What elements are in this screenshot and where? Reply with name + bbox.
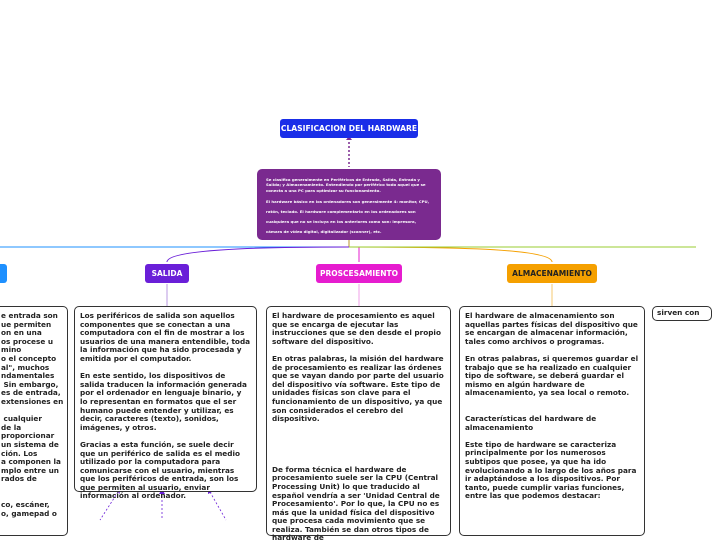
salida-paragraph-2: En este sentido, los dispositivos de salida traducen la información generada por el ordenador en lenguaje binario, y lo representan en formatos que el ser humano puede entender y utilizar, es decir, caracteres (texto), sonidos, imágenes, y otros. [80,371,250,432]
entrada-card-line: extensiones en [1,396,64,406]
description-paragraph-2: El hardware básico en los ordenadores son generalmente 4: monitor, CPU, ratón, teclado. El hardware complementario en los ordenadores son cualquiera que no se incluya en los anteriores como son: impresora, cámara de vídeo digital, digitalizador (scanner), etc. [266,199,430,235]
side-card-text: sirven con [657,308,700,317]
procesamiento-label: PROSCESAMIENTO [319,269,399,278]
entrada-card-line: mplo entre un [1,465,59,475]
almacenamiento-paragraph-1: El hardware de almacenamiento son aquellas partes físicas del dispositivo que se encargan de almacenar información, tales como archivos o programas. [465,311,641,346]
almacenamiento-label: ALMACENAMIENTO [512,269,592,278]
description-paragraph-1: Se clasifica generalmente en Periféricos de Entrada, Salida, Entrada y Salida; y Almacenamiento. Entendiendo por periférico todo aquel que se conecta a una PC para optimizar su funcionamiento. [266,177,426,193]
entrada-card-line: de la [1,422,22,432]
procesamiento-paragraph-1: El hardware de procesamiento es aquel que se encarga de ejecutar las instrucciones que se den desde el propio software del dispositivo. [272,311,444,346]
entrada-card-line: un sistema de [1,439,59,449]
entrada-card-line: o, gamepad o [1,508,57,518]
entrada-card-line: al", muchos [1,362,50,372]
entrada-node[interactable] [0,264,7,283]
almacenamiento-paragraph-3: Características del hardware de almacenamiento [465,413,599,432]
branch-salida [167,247,349,262]
procesamiento-paragraph-2: En otras palabras, la misión del hardware de procesamiento es realizar las órdenes que se vayan dando por parte del usuario del dispositivo vía software. Este tipo de unidades físicas son clave para el funcionamiento de un dispositivo, ya que son considerados el cerebro del dispositivo. [272,353,447,424]
entrada-card-line: o el concepto [1,353,57,363]
entrada-card-line: os procese u [1,336,54,346]
entrada-card-line: ción. Los [1,448,38,458]
salida-node[interactable] [145,264,189,283]
entrada-card-line: ndamentales [1,371,55,381]
description-node[interactable] [257,169,441,240]
side-card[interactable] [652,306,712,321]
almacenamiento-paragraph-2: En otras palabras, si queremos guardar el trabajo que se ha realizado en cualquier tipo de software, se deberá guardar el mismo en algún hardware de almacenamiento, ya sea local o remoto. [465,353,641,398]
salida-card[interactable] [74,306,257,501]
almacenamiento-node[interactable] [507,264,597,283]
entrada-card-line: mino [1,345,22,355]
entrada-card-line: es de entrada, [1,388,61,398]
entrada-card-line [1,484,62,493]
title-label: CLASIFICACION DEL HARDWARE [280,124,418,133]
entrada-card-line: on en una [1,328,42,338]
almacenamiento-card[interactable] [459,306,645,536]
entrada-card[interactable] [0,306,68,536]
entrada-card-line: Sin embargo, [1,379,59,389]
entrada-card-line: proporcionar [1,431,55,441]
entrada-card-line: ue permiten [1,319,52,329]
entrada-card-line: e entrada son [1,311,58,320]
almacenamiento-paragraph-4: Este tipo de hardware se caracteriza principalmente por los numerosos subtipos que posee, ya que ha ido evolucionando a lo largo de los años para ir adaptándose a los dispositivos. Por tanto, puede cumplir varias funciones, entre las que podemos destacar: [465,439,640,501]
entrada-card-line: cualquier [1,414,42,424]
entrada-card-line: rados de [1,474,37,484]
procesamiento-card[interactable] [266,306,451,543]
branch-procesamiento [349,247,359,262]
entrada-card-lines [1,312,62,518]
procesamiento-paragraph-3: De forma técnica el hardware de procesamiento suele ser la CPU (Central Processing Unit) lo que traducido al español vendría a ser 'Unidad Central de Procesamiento'. Por lo que, la CPU no es más que la unidad física del dispositivo que procesa cada movimiento que se realiza. También se dan otros tipos de hardware de [272,464,443,543]
salida-label: SALIDA [151,269,183,278]
salida-paragraph-3: Gracias a esta función, se suele decir que un periférico de salida es el medio utilizado por la computadora para comunicarse con el usuario, mientras que los periféricos de entrada, son los que permiten al usuario, enviar información al ordenador. [80,439,243,501]
entrada-card-line: co, escáner, [1,500,50,510]
procesamiento-node[interactable] [316,264,402,283]
branch-almacenamiento [349,247,552,262]
salida-paragraph-1: Los periféricos de salida son aquellos componentes que se conectan a una computadora con el fin de mostrar a los usuarios de una manera entendible, toda la información que ha sido procesada y emitida por el computador. [80,311,253,363]
title-node[interactable] [280,119,418,138]
entrada-card-line: a componen la [1,457,61,467]
